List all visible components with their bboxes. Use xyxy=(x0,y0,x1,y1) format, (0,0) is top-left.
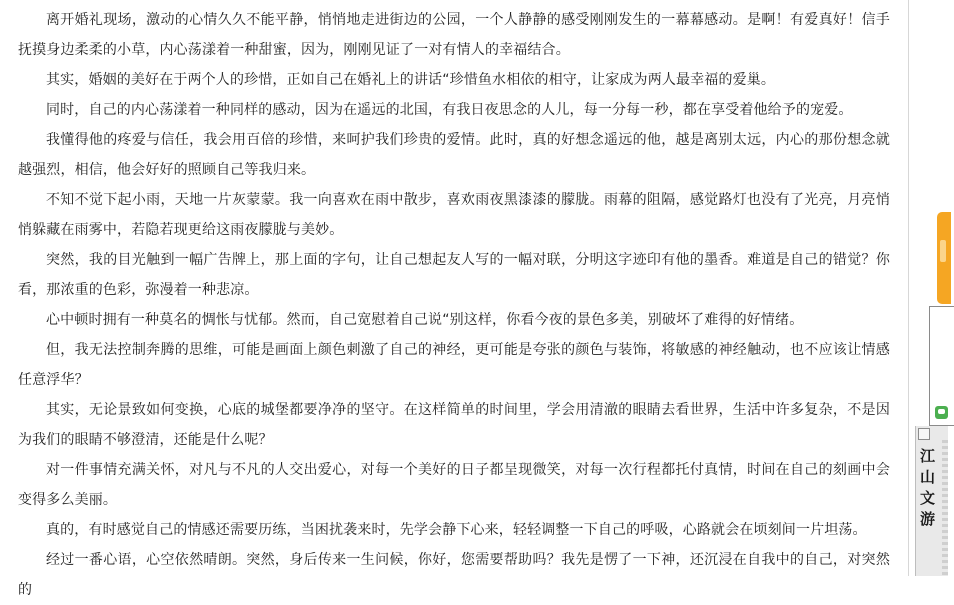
article-paragraph-4: 我懂得他的疼爱与信任，我会用百倍的珍惜，来呵护我们珍贵的爱情。此时，真的好想念遥远的他，越是离别太远，内心的那份想念就越强烈，相信，他会好好的照顾自己等我归来。 xyxy=(18,132,890,178)
site-badge-label: 江山文游 xyxy=(920,447,936,528)
article-paragraph-10: 对一件事情充满关怀，对凡与不凡的人交出爱心，对每一个美好的日子都呈现微笑，对每一次行程都托付真情，时间在自己的刻画中会变得多么美丽。 xyxy=(18,462,890,508)
article-paragraph-1: 离开婚礼现场，激动的心情久久不能平静，悄悄地走进街边的公园，一个人静静的感受刚刚发生的一幕幕感动。是啊！有爱真好！信手抚摸身边柔柔的小草，内心荡漾着一种甜蜜，因为，刚刚见证了一对有情人的幸福结合。 xyxy=(18,12,890,58)
article-paragraph-7: 心中顿时拥有一种莫名的惆怅与忧郁。然而，自己宽慰着自己说“别这样，你看今夜的景色多美，别破坏了难得的好情绪。 xyxy=(46,312,804,328)
article-paragraph-5: 不知不觉下起小雨，天地一片灰蒙蒙。我一向喜欢在雨中散步，喜欢雨夜黑漆漆的朦胧。雨幕的阻隔，感觉路灯也没有了光亮，月亮悄悄躲藏在雨雾中，若隐若现更给这雨夜朦胧与美妙。 xyxy=(18,192,890,238)
tab-grip-icon xyxy=(940,240,946,262)
article-paragraph-6: 突然，我的目光触到一幅广告牌上，那上面的字句，让自己想起友人写的一幅对联，分明这字迹印有他的墨香。难道是自己的错觉？你看，那浓重的色彩，弥漫着一种悲凉。 xyxy=(18,252,890,298)
site-badge[interactable] xyxy=(915,426,948,576)
article-paragraph-8: 但，我无法控制奔腾的思维，可能是画面上颜色刺激了自己的神经，更可能是夸张的颜色与装饰，将敏感的神经触动，也不应该让情感任意浮华？ xyxy=(18,342,890,388)
article-paragraph-11: 真的，有时感觉自己的情感还需要历练，当困扰袭来时，先学会静下心来，轻轻调整一下自己的呼吸，心路就会在顷刻间一片坦荡。 xyxy=(46,522,867,538)
article-paragraph-2: 其实，婚姻的美好在于两个人的珍惜，正如自己在婚礼上的讲话“珍惜鱼水相依的相守，让家成为两人最幸福的爱巢。 xyxy=(46,72,776,88)
chat-icon[interactable] xyxy=(935,406,948,419)
badge-scroll-strip xyxy=(942,440,948,576)
content-divider xyxy=(908,0,909,576)
article-paragraph-12: 经过一番心语，心空依然晴朗。突然，身后传来一生问候，你好，您需要帮助吗？我先是愣了一下神，还沉浸在自我中的自己，对突然的 xyxy=(18,552,890,598)
article-paragraph-3: 同时，自己的内心荡漾着一种同样的感动，因为在遥远的北国，有我日夜思念的人儿，每一分每一秒，都在享受着他给予的宠爱。 xyxy=(46,102,853,118)
badge-corner-icon xyxy=(918,428,930,440)
article-paragraph-9: 其实，无论景致如何变换，心底的城堡都要净净的坚守。在这样简单的时间里，学会用清澈的眼睛去看世界，生活中许多复杂，不是因为我们的眼睛不够澄清，还能是什么呢？ xyxy=(18,402,890,448)
article-body xyxy=(18,5,890,605)
floating-side-tab[interactable] xyxy=(937,212,951,304)
